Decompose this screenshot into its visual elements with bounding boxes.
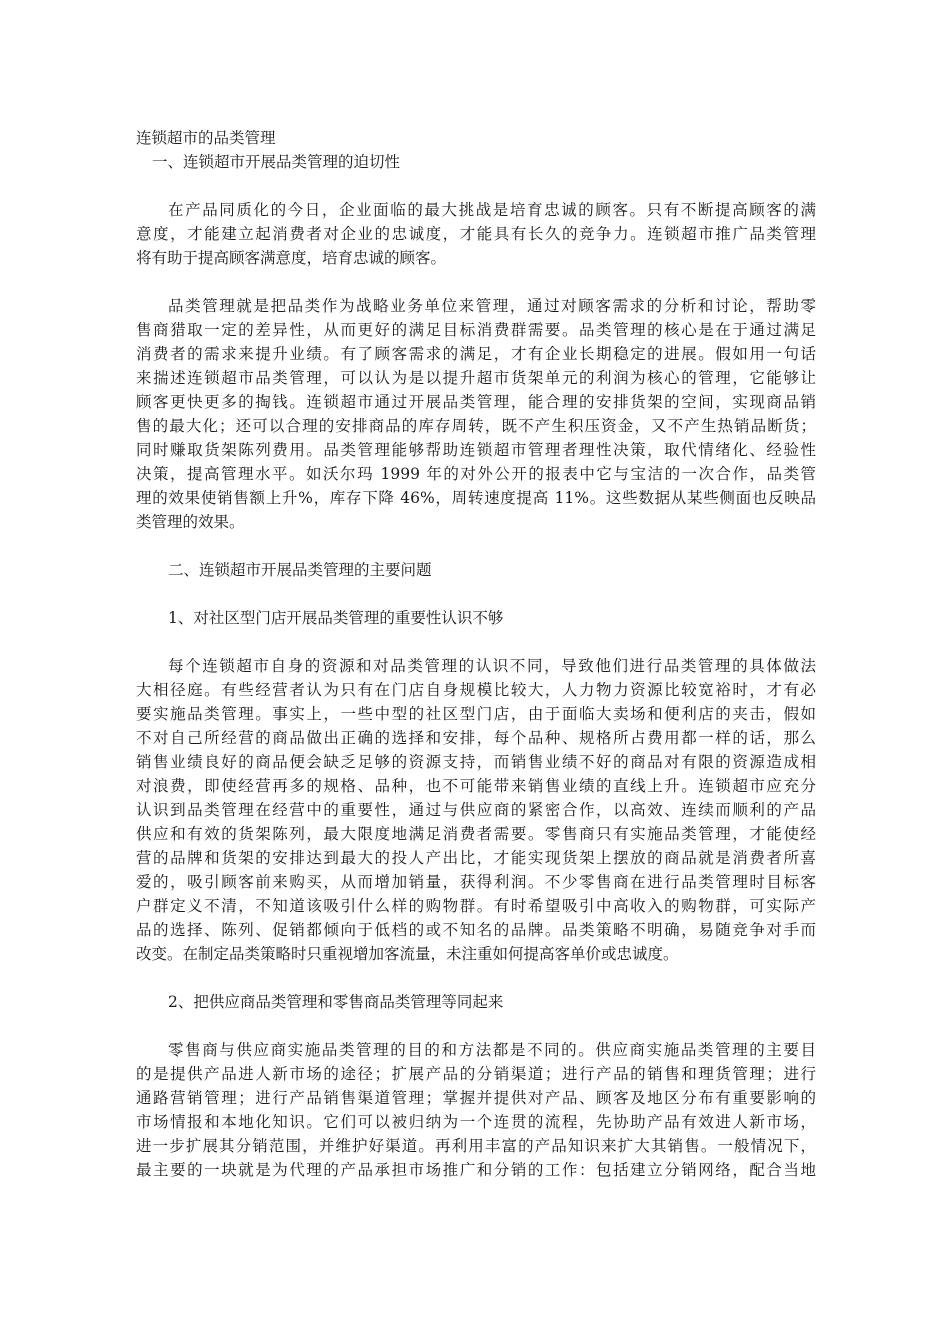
paragraph-line: 户群定义不清，不知道该吸引什么样的购物群。有时希望吸引中高收入的购物群，可实际产 <box>136 897 816 915</box>
paragraph-line: 顾客更快更多的掏钱。连锁超市通过开展品类管理，能合理的安排货架的空间，实现商品销 <box>136 393 816 411</box>
paragraph-line: 最主要的一块就是为代理的产品承担市场推广和分销的工作：包括建立分销网络，配合当地 <box>136 1161 816 1179</box>
paragraph-line: 来揣述连锁超市品类管理，可以认为是以提升超市货架单元的利润为核心的管理，它能够让 <box>136 369 816 387</box>
paragraph-line: 对浪费，即使经营再多的规格、品种，也不可能带来销售业绩的直线上升。连锁超市应充分 <box>136 777 816 795</box>
paragraph-line: 营的品牌和货架的安排达到最大的投人产出比，才能实现货架上摆放的商品就是消费者所喜 <box>136 849 816 867</box>
paragraph-line: 要实施品类管理。事实上，一些中型的社区型门店，由于面临大卖场和便利店的夹击，假如 <box>136 705 816 723</box>
paragraph-3 <box>136 654 816 966</box>
document-page <box>136 126 816 1182</box>
paragraph-line: 售商猎取一定的差异性，从而更好的满足目标消费群需要。品类管理的核心是在于通过满足 <box>136 321 816 339</box>
paragraph-line: 同时赚取货架陈列费用。品类管理能够帮助连锁超市管理者理性决策，取代情绪化、经验性 <box>136 441 816 459</box>
paragraph-line: 在产品同质化的今日，企业面临的最大挑战是培育忠诚的顾客。只有不断提高顾客的满 <box>168 201 816 219</box>
paragraph-line: 理的效果使销售额上升%，库存下降 46%，周转速度提高 11%。这些数据从某些侧面也反映品 <box>136 489 816 507</box>
paragraph-line: 每个连锁超市自身的资源和对品类管理的认识不同，导致他们进行品类管理的具体做法 <box>168 657 816 675</box>
paragraph-line: 销售业绩良好的商品便会缺乏足够的资源支持，而销售业绩不好的商品对有限的资源造成相 <box>136 753 816 771</box>
paragraph-line: 意度，才能建立起消费者对企业的忠诚度，才能具有长久的竞争力。连锁超市推广品类管理 <box>136 225 816 243</box>
paragraph-line: 爱的，吸引顾客前来购买，从而增加销量，获得利润。不少零售商在进行品类管理时目标客 <box>136 873 816 891</box>
paragraph-line: 通路营销管理；进行产品销售渠道管理；掌握并提供对产品、顾客及地区分布有重要影响的 <box>136 1089 816 1107</box>
document-title: 连锁超市的品类管理 <box>136 129 276 147</box>
paragraph-line: 品的选择、陈列、促销都倾向于低档的或不知名的品牌。品类策略不明确，易随竞争对手而 <box>136 921 816 939</box>
paragraph-line: 售的最大化；还可以合理的安排商品的库存周转，既不产生积压资金，又不产生热销品断货； <box>136 417 816 435</box>
paragraph-line: 认识到品类管理在经营中的重要性，通过与供应商的紧密合作，以高效、连续而顺利的产品 <box>136 801 816 819</box>
paragraph-line: 决策，提高管理水平。如沃尔玛 1999 年的对外公开的报表中它与宝洁的一次合作，品类管 <box>136 465 816 483</box>
paragraph-4 <box>136 1038 816 1182</box>
paragraph-1 <box>136 198 816 270</box>
paragraph-line: 市场情报和本地化知识。它们可以被归纳为一个连贯的流程，先协助产品有效进人新市场， <box>136 1113 816 1131</box>
section-heading-1: 一、连锁超市开展品类管理的迫切性 <box>152 153 401 171</box>
paragraph-line: 不对自己所经营的商品做出正确的选择和安排，每个品种、规格所占费用都一样的话，那么 <box>136 729 816 747</box>
subsection-heading-1: 1、对社区型门店开展品类管理的重要性认识不够 <box>168 609 504 627</box>
paragraph-line: 消费者的需求来提升业绩。有了顾客需求的满足，才有企业长期稳定的进展。假如用一句话 <box>136 345 816 363</box>
paragraph-2 <box>136 294 816 534</box>
paragraph-line: 供应和有效的货架陈列，最大限度地满足消费者需要。零售商只有实施品类管理，才能使经 <box>136 825 816 843</box>
paragraph-line: 进一步扩展其分销范围，并维护好渠道。再利用丰富的产品知识来扩大其销售。一般情况下， <box>136 1137 816 1155</box>
paragraph-line: 将有助于提高顾客满意度，培育忠诚的顾客。 <box>136 249 447 267</box>
paragraph-line: 零售商与供应商实施品类管理的目的和方法都是不同的。供应商实施品类管理的主要目 <box>168 1041 816 1059</box>
subsection-heading-2: 2、把供应商品类管理和零售商品类管理等同起来 <box>168 993 504 1011</box>
paragraph-line: 品类管理就是把品类作为战略业务单位来管理，通过对顾客需求的分析和讨论，帮助零 <box>168 297 816 315</box>
section-heading-2: 二、连锁超市开展品类管理的主要问题 <box>168 561 432 579</box>
paragraph-line: 类管理的效果。 <box>136 513 245 531</box>
paragraph-line: 大相径庭。有些经营者认为只有在门店自身规模比较大，人力物力资源比较宽裕时，才有必 <box>136 681 816 699</box>
paragraph-line: 的是提供产品进人新市场的途径；扩展产品的分销渠道；进行产品的销售和理货管理；进行 <box>136 1065 816 1083</box>
paragraph-line: 改变。在制定品类策略时只重视增加客流量，未注重如何提高客单价或忠诚度。 <box>136 945 679 963</box>
